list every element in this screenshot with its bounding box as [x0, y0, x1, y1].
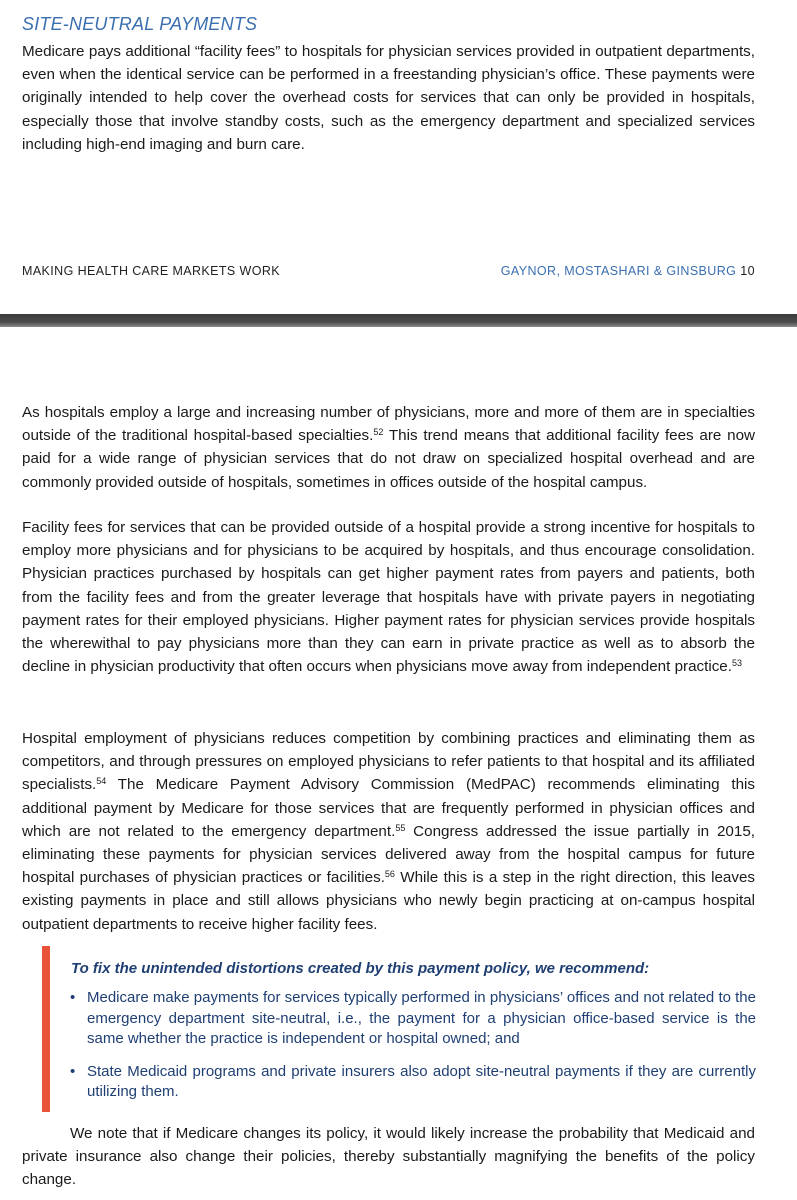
- page-break-divider: [0, 314, 797, 327]
- intro-paragraph: Medicare pays additional “facility fees” to hospitals for physician services provided in outpatient departments, even when the identical service can be performed in a freestanding physician’s office. These payments were originally intended to help cover the overhead costs for services that can only be provided in hospitals, especially those that involve standby costs, such as the emergency department and specialized services including high-end imaging and burn care.: [22, 43, 755, 153]
- callout-accent-bar: [42, 946, 50, 1112]
- body-paragraph-1: [22, 401, 755, 494]
- running-footer-title: MAKING HEALTH CARE MARKETS WORK: [22, 264, 281, 278]
- paragraph-text: Congress addressed the issue partially in 2015, eliminating these payments for physician services delivered away from the hospital campus for future hospital purchases of physician practices or facilities.: [22, 822, 755, 887]
- footnote-ref: 53: [731, 658, 742, 669]
- recommendation-text: State Medicaid programs and private insurers also adopt site-neutral payments if they are currently utilizing them.: [87, 1062, 756, 1100]
- section-title: SITE-NEUTRAL PAYMENTS: [22, 14, 258, 34]
- closing-paragraph: We note that if Medicare changes its policy, it would likely increase the probability that Medicaid and private insurance also change their policies, thereby substantially magnifying the benefits of the policy change.: [22, 1125, 755, 1189]
- recommendation-text: Medicare make payments for services typically performed in physicians’ offices and not related to the emergency department site-neutral, i.e., the payment for a physician office-based service is the same whether the practice is independent or hospital owned; and: [87, 989, 756, 1047]
- recommendation-heading: To fix the unintended distortions created by this payment policy, we recommend:: [71, 960, 650, 977]
- recommendation-list: [68, 988, 756, 1115]
- paragraph-text: The Medicare Payment Advisory Commission (MedPAC) recommends eliminating this additional payment by Medicare for those services that are frequently performed in physician offices and which are not related to the emergency department.: [22, 776, 755, 840]
- paragraph-text: While this is a step in the right direction, this leaves existing payments in place and still allows physicians who newly begin practicing at on-campus hospital outpatient departments to receive higher facility fees.: [22, 869, 755, 933]
- body-paragraph-2: [22, 516, 755, 678]
- bullet-icon: •: [70, 1062, 76, 1080]
- recommendation-item: [68, 988, 756, 1050]
- footer-authors: GAYNOR, MOSTASHARI & GINSBURG: [500, 264, 737, 278]
- bullet-icon: •: [70, 989, 76, 1006]
- running-footer-authors: [501, 264, 755, 278]
- recommendation-item: [68, 1062, 756, 1103]
- footnote-ref: 54: [96, 776, 107, 787]
- footnote-ref: 56: [384, 869, 395, 880]
- body-paragraph-3: [22, 727, 755, 936]
- paragraph-text: As hospitals employ a large and increasing number of physicians, more and more of them are in specialties outside of the traditional hospital-based specialties.: [22, 404, 755, 445]
- footnote-ref: 55: [395, 822, 406, 833]
- top-page-fragment: [0, 0, 797, 314]
- paragraph-text: This trend means that additional facility fees are now paid for a wide range of physician services that do not draw on specialized hospital overhead and are commonly provided outside of hospitals, sometimes in offices outside of the hospital campus.: [22, 427, 755, 491]
- footnote-ref: 52: [373, 427, 384, 438]
- paragraph-text: Facility fees for services that can be provided outside of a hospital provide a strong incentive for hospitals to employ more physicians and for physicians to be acquired by hospitals, and thus encourage consolidation. Physician practices purchased by hospitals can get higher payment rates from payers and patients, both from the facility fees and from the greater leverage that hospitals have with private payers in negotiating payment rates for their employed physicians. Higher payment rates for physician services provide hospitals the wherewithal to pay physicians more than they can earn in private practice as well as to absorb the decline in physician productivity that often occurs when physicians move away from independent practice.: [22, 519, 755, 676]
- paragraph-text: Hospital employment of physicians reduces competition by combining practices and eliminating them as competitors, and through pressures on employed physicians to refer patients to that hospital and its affiliated specialists.: [22, 730, 755, 794]
- page-number: 10: [740, 264, 755, 278]
